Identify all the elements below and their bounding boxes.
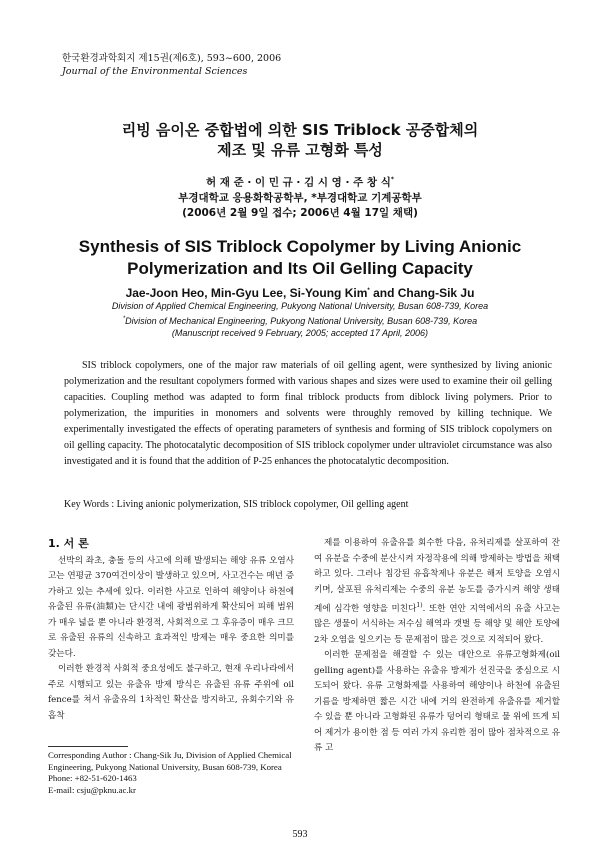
korean-title-line2: 제조 및 유류 고형화 특성 [217, 141, 383, 159]
english-affiliations [0, 300, 600, 340]
footnote-author: Corresponding Author : Chang-Sik Ju, Division of Applied Chemical Engineering, Pukyong National University, Busan 608-739, Korea [48, 750, 292, 772]
journal-name-en: Journal of the Environmental Sciences [62, 66, 248, 77]
korean-title [0, 120, 600, 160]
corresponding-author-footnote [48, 750, 300, 796]
journal-citation-kr: 한국환경과학회지 제15권(제6호), 593~600, 2006 [62, 53, 282, 64]
korean-dates: (2006년 2월 9일 접수; 2006년 4월 17일 채택) [182, 206, 418, 219]
korean-author-names [0, 172, 600, 191]
keywords: Key Words : Living anionic polymerization, SIS triblock copolymer, Oil gelling agent [64, 499, 409, 510]
right-column [314, 536, 560, 757]
english-authors-part2: and Chang-Sik Ju [369, 286, 475, 300]
right-paragraph-1-text: 제를 이용하여 유출유를 회수한 다음, 유처리제를 살포하여 잔여 유분을 수중에 분산시켜 자정작용에 의해 방제하는 방법을 채택하고 있다. 그러나 침강된 유흡착제나 유분은 해저 토양을 오염시키며, 살포된 유처리제는 수중의 유분 농도를 증가시켜 해양 생태계에 심각한 영향을 미친다 [314, 538, 560, 614]
citation-ref: 1) [416, 602, 423, 609]
intro-paragraph-1: 선박의 좌초, 충돌 등의 사고에 의해 발생되는 해양 유류 오염사고는 연평균 370여건이상이 발생하고 있으며, 사고건수는 매년 증가하고 있는 추세에 있다. 이러한 사고로 인하여 해양이나 하천에 유출된 유류(油類)는 단시간 내에 광범위하게 확산되어 피해 범위가 매우 넓을 뿐 아니라 환경적, 사회적으로 그 후유증이 매우 크므로 유출된 유류의 신속하고 효과적인 방제는 매우 중요한 의미를 갖는다. [48, 555, 294, 659]
english-title-line1: Synthesis of SIS Triblock Copolymer by Living Anionic [78, 237, 522, 256]
intro-paragraph-2: 이러한 환경적 사회적 중요성에도 불구하고, 현재 우리나라에서 주로 시행되고 있는 유출유 방제 방식은 유출된 유류 주위에 oil fence를 쳐서 유출유의 1차적인 확산을 방지하고, 유회수기와 유흡착 [48, 664, 294, 721]
english-authors-part1: Jae-Joon Heo, Min-Gyu Lee, Si-Young Kim [125, 286, 368, 300]
manuscript-dates: (Manuscript received 9 February, 2005; accepted 17 April, 2006) [171, 328, 429, 338]
affiliation-1: Division of Applied Chemical Engineering, Pukyong National University, Busan 608-739, Korea [111, 301, 489, 311]
footnote-phone: Phone: +82-51-620-1463 [48, 773, 137, 783]
korean-authors-block [0, 172, 600, 221]
english-author-mark: * [367, 288, 370, 294]
affiliation-2-mark: * [122, 315, 126, 322]
right-paragraph-2: 이러한 문제점을 해결할 수 있는 대안으로 유류고형화제(oil gelling agent)를 사용하는 유출유 방제가 선진국을 중심으로 시도되어 왔다. 유류 고형화제를 사용하여 해양이나 하천에 유출된 기름을 방제하면 짧은 시간 내에 거의 완전하게 유출유를 제거할 수 있을 뿐 아니라 고형화된 유류가 덩어리 형태로 물 위에 뜨게 되어 제거가 용이한 점 등 여러 가지 유리한 점이 많아 점차적으로 유류 고 [314, 650, 560, 754]
section-heading-introduction: 1. 서 론 [48, 537, 89, 550]
affiliation-2 [0, 313, 600, 328]
english-title-line2: Polymerization and Its Oil Gelling Capacity [127, 259, 473, 278]
footnote-divider [48, 746, 128, 747]
left-column [48, 536, 294, 724]
footnote-email: E-mail: csju@pknu.ac.kr [48, 784, 136, 795]
english-authors [0, 284, 600, 301]
korean-author-names-text: 허 재 준 · 이 민 규 · 김 시 영 · 주 창 식 [206, 176, 391, 189]
affiliation-2-text: Division of Mechanical Engineering, Pukyong National University, Busan 608-739, Korea [125, 315, 478, 326]
korean-affiliation: 부경대학교 응용화학공학부, *부경대학교 기계공학부 [178, 191, 422, 204]
abstract: SIS triblock copolymers, one of the major raw materials of oil gelling agent, were synthesized by living anionic polymerization and the resultant copolymers formed with various shapes and sizes were used to examine their oil gelling capacities. Coupling method was adapted to form final triblock products from diblock living polymers. Prior to polymerization, the impurities in monomers and solvents were throughly removed by killing technique. We experimentally investigated the effects of operating parameters of synthesis and forming of SIS triblock copolymers on oil gelling capacity. The photocatalytic decomposition of SIS triblock copolymer under ultraviolet circumstance was also investigated and it is found that the addition of P-25 enhances the photocatalytic decomposition. [64, 360, 552, 467]
right-paragraph-1-end: . 또한 연안 지역에서의 유출 사고는 많은 생물이 서식하는 저수심 해역과 갯벌 등 해양 및 해안 토양에 2차 오염을 일으키는 등 문제점이 많은 것으로 지적되어 왔다. [314, 603, 560, 645]
korean-author-mark: * [390, 176, 394, 183]
page-number: 593 [292, 829, 308, 840]
journal-header [62, 52, 281, 78]
english-title [0, 236, 600, 280]
korean-title-line1: 리빙 음이온 중합법에 의한 SIS Triblock 공중합체의 [121, 121, 479, 139]
right-paragraph-1 [314, 536, 560, 648]
